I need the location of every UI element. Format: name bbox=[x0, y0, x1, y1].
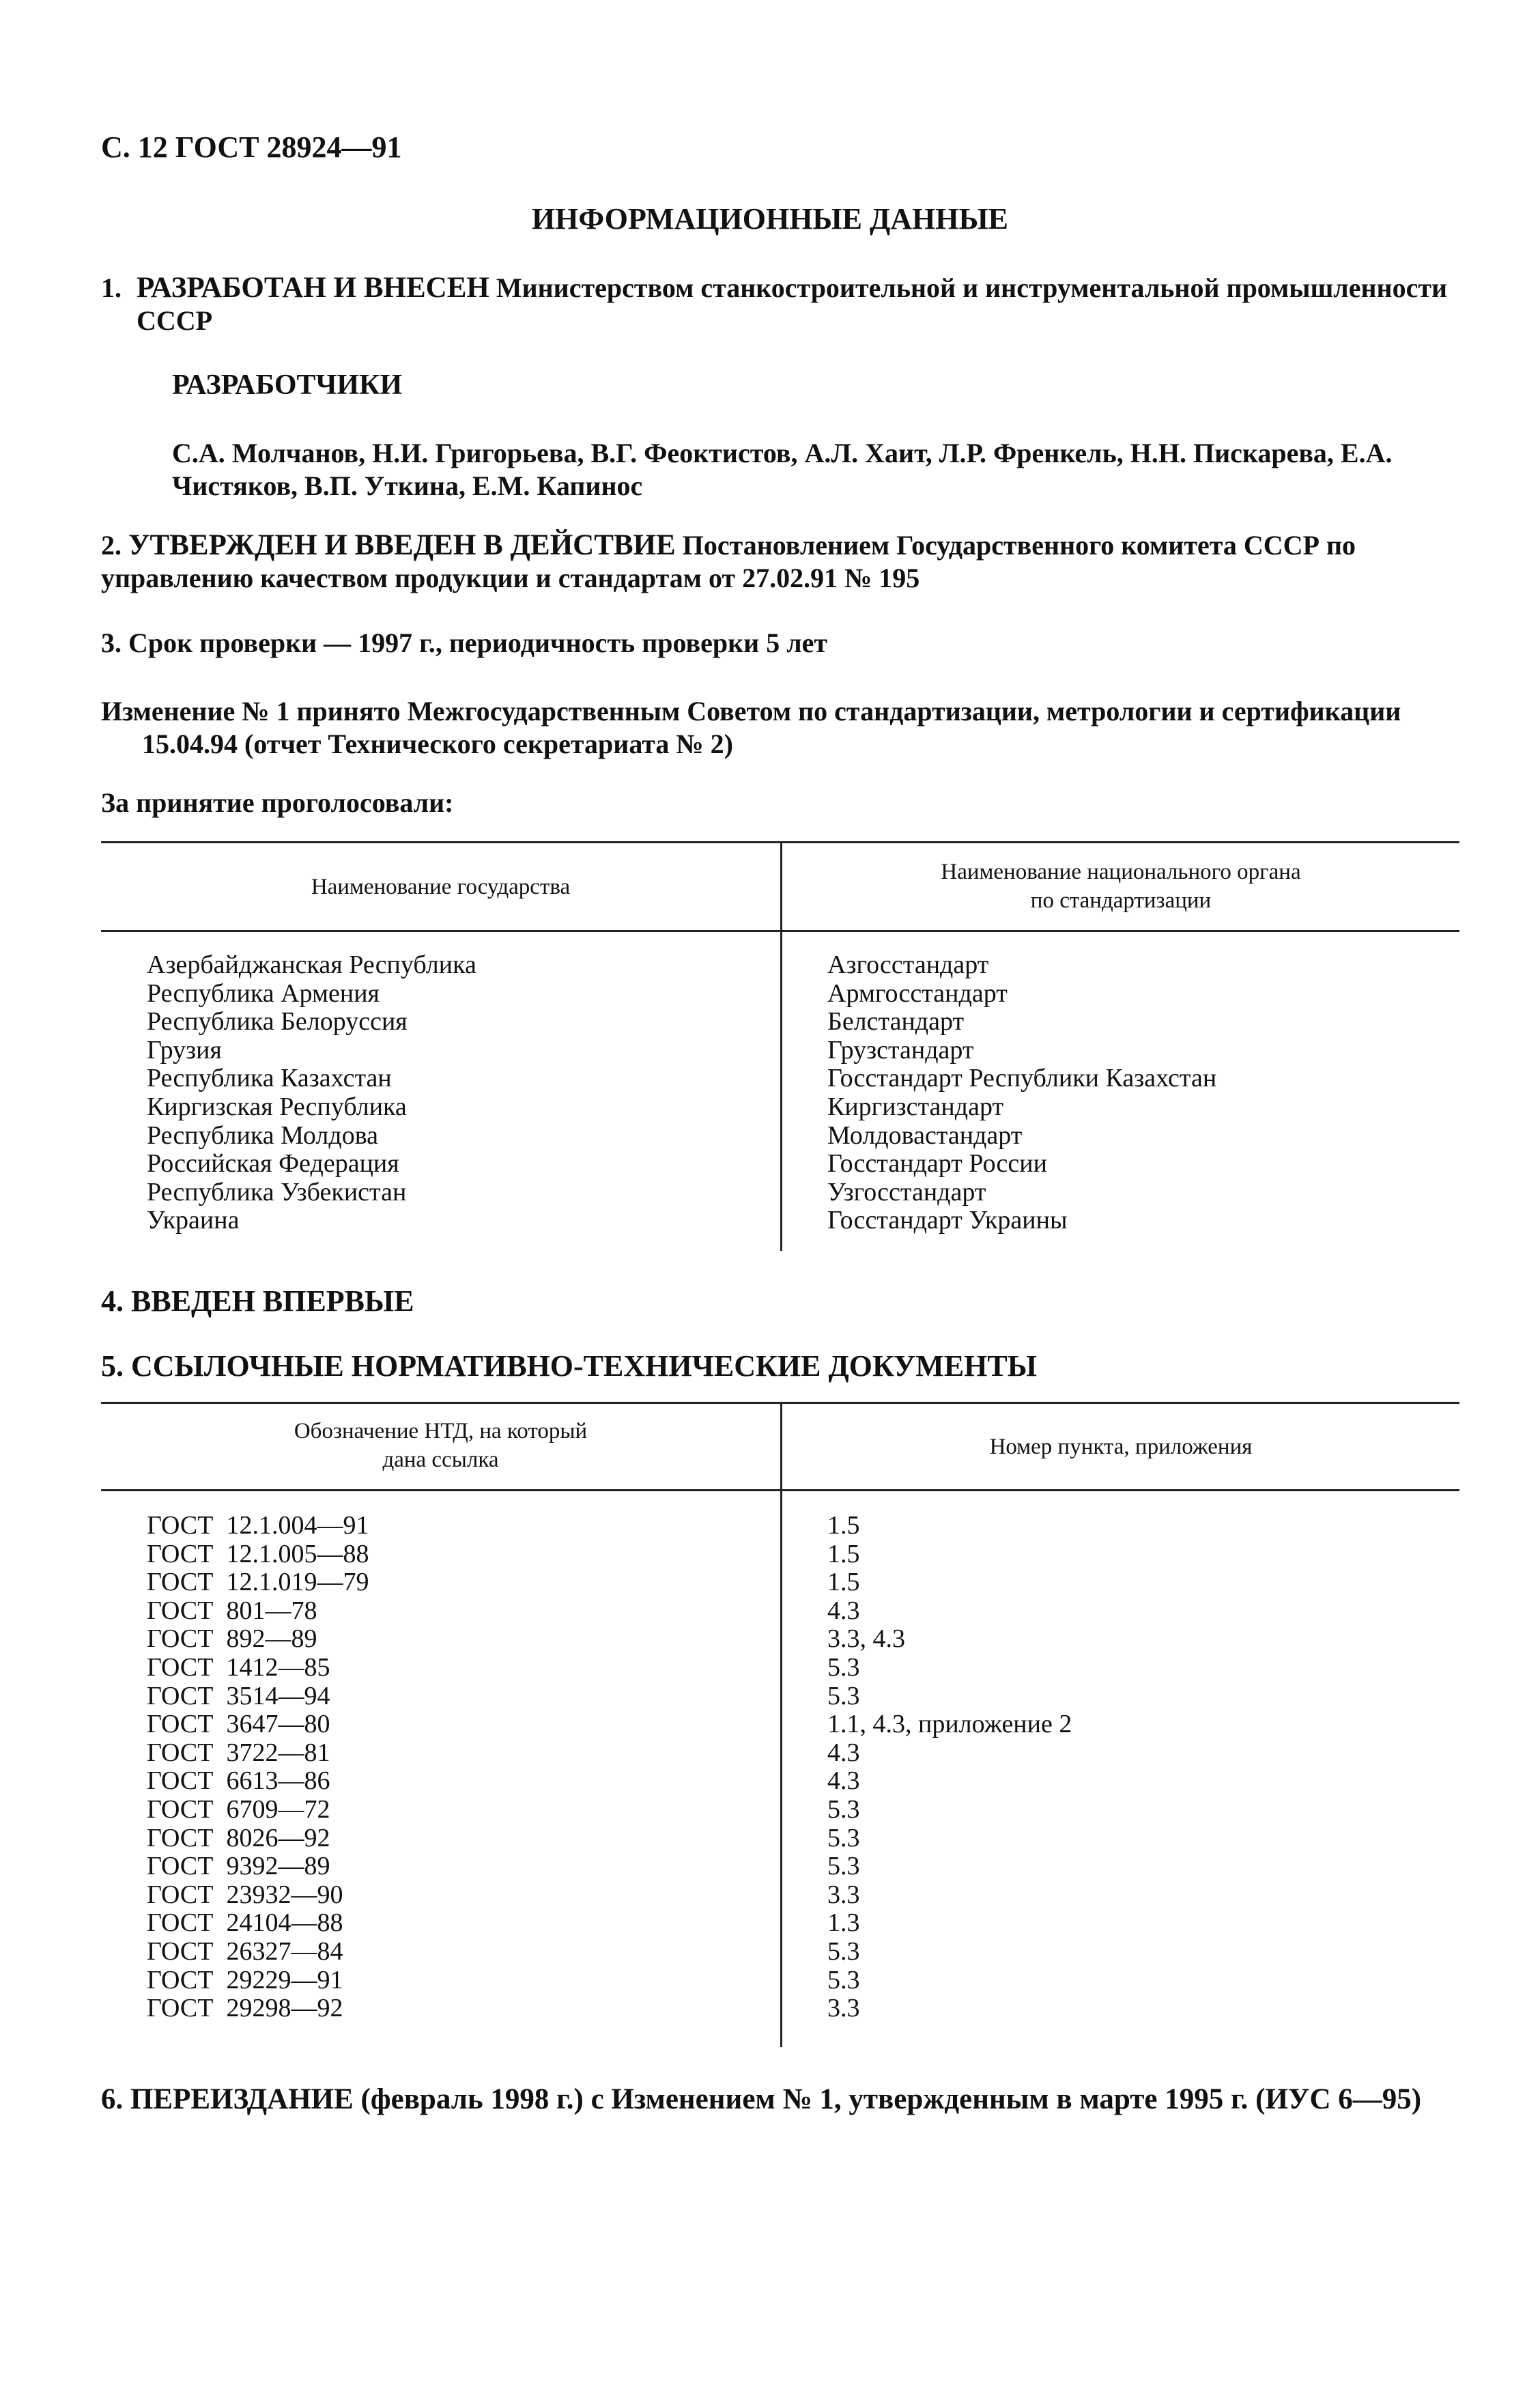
table1-bodies-list: Азгосстандарт Армгосстандарт Белстандарт Грузстандарт Госстандарт Республики Казахстан Киргизстандарт Молдовастандарт Госстандарт России Узгосстандарт Госстандарт Украины bbox=[827, 950, 1217, 1235]
item-5: 5. ССЫЛОЧНЫЕ НОРМАТИВНО-ТЕХНИЧЕСКИЕ ДОКУМЕНТЫ bbox=[101, 1349, 1037, 1383]
table1-states-list: Азербайджанская Республика Республика Армения Республика Белоруссия Грузия Республика Казахстан Киргизская Республика Республика Молдова Российская Федерация Республика Узбекистан Украина bbox=[147, 950, 476, 1235]
table1-col2-header-line1: Наименование национального органа bbox=[941, 860, 1301, 884]
page-title: ИНФОРМАЦИОННЫЕ ДАННЫЕ bbox=[531, 202, 1009, 236]
developers-names: С.А. Молчанов, Н.И. Григорьева, В.Г. Феоктистов, А.Л. Хаит, Л.Р. Френкель, Н.Н. Пискарева, Е.А. Чистяков, В.П. Уткина, Е.М. Капинос bbox=[172, 438, 1393, 501]
item-2 bbox=[101, 529, 1459, 595]
voted-label: За принятие проголосовали: bbox=[101, 787, 454, 818]
table2-col1-header-line2: дана ссылка bbox=[382, 1448, 499, 1472]
item-1-lead: РАЗРАБОТАН И ВНЕСЕН bbox=[137, 272, 489, 304]
table1-col1-header: Наименование государства bbox=[311, 875, 571, 899]
item-1 bbox=[101, 272, 1459, 337]
table2-col2-header: Номер пункта, приложения bbox=[989, 1435, 1253, 1459]
table2-docs-list: ГОСТ 12.1.004—91 ГОСТ 12.1.005—88 ГОСТ 12.1.019—79 ГОСТ 801—78 ГОСТ 892—89 ГОСТ 1412—85 ГОСТ 3514—94 ГОСТ 3647—80 ГОСТ 3722—81 ГОСТ 6613—86 ГОСТ 6709—72 ГОСТ 8026—92 ГОСТ 9392—89 ГОСТ 23932—90 ГОСТ 24104—88 ГОСТ 26327—84 ГОСТ 29229—91 ГОСТ 29298—92 bbox=[147, 1511, 369, 2023]
table1-col2-header-line2: по стандартизации bbox=[1030, 888, 1212, 913]
item-2-lead: УТВЕРЖДЕН И ВВЕДЕН В ДЕЙСТВИЕ bbox=[128, 529, 676, 561]
item-3: 3. Срок проверки — 1997 г., периодичность проверки 5 лет bbox=[101, 627, 828, 658]
item-1-text: Министерством станкостроительной и инструментальной промышленности СССР bbox=[137, 272, 1448, 336]
table2-refs-list: 1.5 1.5 1.5 4.3 3.3, 4.3 5.3 5.3 1.1, 4.3, приложение 2 4.3 4.3 5.3 5.3 5.3 3.3 1.3 5.3 5.3 3.3 bbox=[827, 1511, 1072, 2023]
table2-col1-header-line1: Обозначение НТД, на который bbox=[294, 1419, 588, 1443]
change-note: Изменение № 1 принято Межгосударственным Советом по стандартизации, метрологии и сертификации 15.04.94 (отчет Технического секретариата № 2) bbox=[101, 696, 1401, 759]
table2-col1-header bbox=[101, 1417, 780, 1474]
item-1-number: 1. bbox=[101, 272, 122, 303]
page-header: С. 12 ГОСТ 28924—91 bbox=[101, 130, 402, 164]
table1-col2-header bbox=[782, 858, 1459, 915]
item-4: 4. ВВЕДЕН ВПЕРВЫЕ bbox=[101, 1284, 414, 1318]
item-2-number: 2. bbox=[101, 530, 122, 561]
table2-column-divider bbox=[780, 1402, 782, 2047]
item-6: 6. ПЕРЕИЗДАНИЕ (февраль 1998 г.) с Изменением № 1, утвержденным в марте 1995 г. (ИУС 6—95) bbox=[101, 2083, 1422, 2115]
item-2-text: Постановлением Государственного комитета СССР по управлению качеством продукции и стандартам от 27.02.91 № 195 bbox=[101, 530, 1356, 593]
developers-heading: РАЗРАБОТЧИКИ bbox=[172, 369, 403, 401]
